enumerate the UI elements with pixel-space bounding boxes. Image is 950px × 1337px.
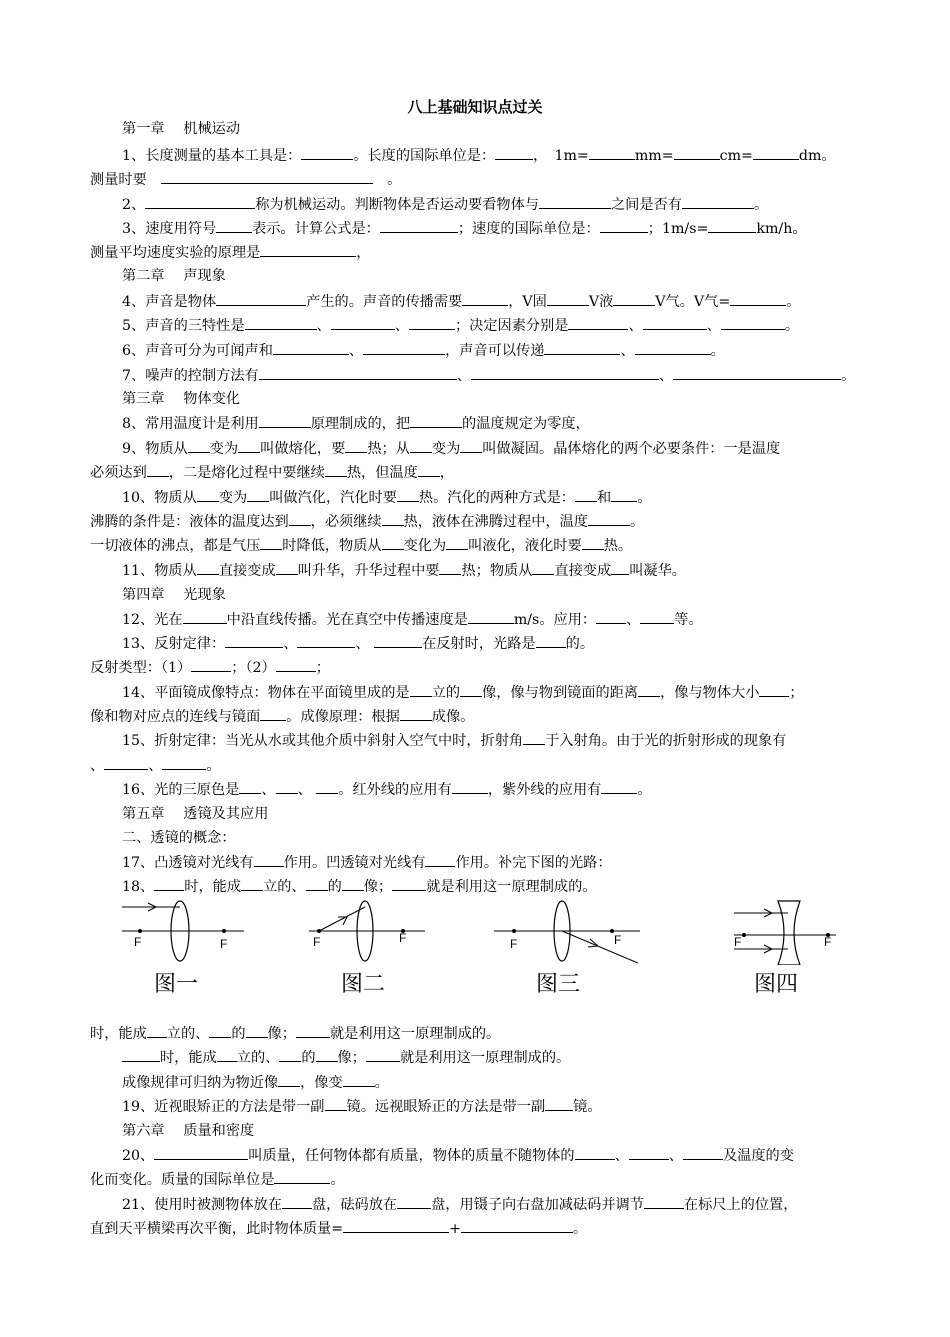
blank[interactable]: [276, 780, 298, 794]
blank[interactable]: [601, 780, 637, 794]
blank[interactable]: [197, 561, 219, 575]
blank[interactable]: [400, 707, 432, 721]
blank[interactable]: [122, 1048, 160, 1062]
question-14-cont: 像和物对应点的连线与镜面 。成像原理：根据 成像。: [90, 709, 475, 725]
blank[interactable]: [279, 1048, 301, 1062]
blank[interactable]: [161, 170, 373, 184]
blank[interactable]: [343, 1073, 375, 1087]
blank[interactable]: [259, 366, 457, 380]
blank[interactable]: [380, 219, 458, 233]
question-6: 6、声音可分为可闻声和 、 ，声音可以传递 、 。: [122, 343, 725, 359]
blank[interactable]: [273, 341, 349, 355]
question-3-cont: 测量平均速度实验的原理是 ，: [90, 245, 371, 261]
concave-lens-diagram: [728, 895, 840, 965]
blank[interactable]: [366, 1048, 400, 1062]
question-1-cont: 测量时要 。: [90, 172, 402, 188]
blank[interactable]: [343, 1219, 449, 1233]
question-13-cont: 反射类型：（1） ；（2） ；: [90, 660, 330, 676]
blank[interactable]: [246, 1024, 268, 1038]
blank[interactable]: [260, 707, 286, 721]
blank[interactable]: [759, 683, 789, 697]
question-4: 4、声音是物体 产生的。声音的传播需要 ，V固 V液 V气。V气= 。: [122, 294, 801, 310]
blank[interactable]: [191, 658, 231, 672]
question-19: 19、近视眼矫正的方法是带一副 镜。远视眼矫正的方法是带一副 镜。: [122, 1099, 602, 1115]
blank[interactable]: [282, 1195, 312, 1209]
blank[interactable]: [183, 610, 227, 624]
blank[interactable]: [410, 683, 432, 697]
blank[interactable]: [409, 316, 455, 330]
question-2: 2、 称为机械运动。判断物体是否运动要看物体与 之间是否有 。: [122, 197, 769, 213]
figure-1: [118, 895, 248, 1000]
blank[interactable]: [536, 634, 566, 648]
question-12: 12、光在 中沿直线传播。光在真空中传播速度是 m/s。应用： 、 等。: [122, 612, 703, 628]
figure-3: [490, 895, 650, 1000]
chapter-1-heading: 第一章 机械运动: [122, 121, 241, 137]
blank[interactable]: [425, 853, 455, 867]
blank[interactable]: [575, 488, 597, 502]
blank[interactable]: [582, 536, 604, 550]
question-9-cont: 必须达到 ，二是熔化过程中要继续 热，但温度 ，: [90, 465, 454, 481]
blank[interactable]: [596, 610, 626, 624]
question-15-cont: 、 、 。: [90, 758, 221, 774]
blank[interactable]: [225, 634, 283, 648]
blank[interactable]: [523, 731, 545, 745]
figure-2: [305, 895, 430, 1000]
blank[interactable]: [363, 341, 445, 355]
question-18-case-3: 时，能成 立的、 的 像； 就是利用这一原理制成的。: [122, 1048, 862, 1067]
question-3: 3、速度用符号 表示。计算公式是： ；速度的国际单位是： ；1m/s= km/h。: [122, 221, 807, 237]
blank[interactable]: [683, 1146, 723, 1160]
blank[interactable]: [544, 341, 620, 355]
blank[interactable]: [238, 439, 260, 453]
page-title: 八上基础知识点过关: [407, 98, 543, 116]
blank[interactable]: [753, 146, 799, 160]
question-10: 10、物质从 变为 叫做汽化，汽化时要 热。汽化的两种方式是： 和 。: [122, 490, 652, 506]
blank[interactable]: [397, 1195, 431, 1209]
blank[interactable]: [495, 146, 533, 160]
blank[interactable]: [460, 683, 482, 697]
blank[interactable]: [154, 1146, 248, 1160]
blank[interactable]: [325, 1097, 347, 1111]
focal-point-label: F: [220, 937, 228, 951]
blank[interactable]: [410, 439, 432, 453]
question-18-summary: 成像规律可归纳为物近像 ，像变 。: [122, 1075, 389, 1091]
blank[interactable]: [345, 439, 367, 453]
focal-point-label: F: [734, 935, 742, 949]
blank[interactable]: [640, 610, 674, 624]
blank[interactable]: [260, 536, 282, 550]
blank[interactable]: [446, 536, 468, 550]
chapter-5-heading: 第五章 透镜及其应用: [122, 806, 269, 822]
figure-caption: 图一: [154, 972, 199, 997]
blank[interactable]: [589, 146, 635, 160]
blank[interactable]: [461, 1219, 573, 1233]
blank[interactable]: [638, 683, 660, 697]
question-21: 21、使用时被测物体放在 盘，砝码放在 盘，用镊子向右盘加减砝码并调节 在标尺上的位置，: [122, 1197, 798, 1213]
blank[interactable]: [682, 195, 754, 209]
blank[interactable]: [392, 877, 426, 891]
blank[interactable]: [721, 316, 785, 330]
blank[interactable]: [643, 316, 707, 330]
blank[interactable]: [410, 414, 462, 428]
blank[interactable]: [188, 439, 210, 453]
question-10-liquefy: 一切液体的沸点，都是气压 时降低，物质从 变化为 叫液化，液化时要 热。: [90, 538, 633, 554]
blank[interactable]: [460, 439, 482, 453]
blank[interactable]: [301, 146, 353, 160]
chapter-2-heading: 第二章 声现象: [122, 268, 226, 284]
blank[interactable]: [296, 1024, 330, 1038]
blank[interactable]: [216, 219, 252, 233]
blank[interactable]: [259, 414, 311, 428]
focal-point-label: F: [510, 937, 518, 951]
blank[interactable]: [382, 512, 404, 526]
blank[interactable]: [471, 366, 659, 380]
blank[interactable]: [708, 219, 756, 233]
blank[interactable]: [382, 536, 404, 550]
focal-point-label: F: [399, 931, 407, 945]
focal-point-label: F: [614, 933, 622, 947]
blank[interactable]: [468, 610, 514, 624]
blank[interactable]: [462, 292, 508, 306]
question-15: 15、折射定律：当光从水或其他介质中斜射入空气中时，折射角 于入射角。由于光的折射形成的现象有: [122, 733, 787, 749]
blank[interactable]: [547, 292, 589, 306]
question-14: 14、平面镜成像特点：物体在平面镜里成的是 立的 像，像与物到镜面的距离 ，像与物体大小 ；: [122, 685, 804, 701]
chapter-3-heading: 第三章 物体变化: [122, 391, 241, 407]
blank[interactable]: [418, 463, 440, 477]
blank[interactable]: [568, 316, 628, 330]
convex-lens-diagram-2: [305, 895, 430, 965]
chapter-4-heading: 第四章 光现象: [122, 587, 226, 603]
blank[interactable]: [316, 780, 338, 794]
blank[interactable]: [289, 512, 311, 526]
blank[interactable]: [274, 1170, 330, 1184]
blank[interactable]: [452, 780, 488, 794]
question-17: 17、凸透镜对光线有 作用。凹透镜对光线有 作用。补完下图的光路：: [122, 855, 612, 871]
question-7: 7、噪声的控制方法有 、 、 。: [122, 368, 856, 384]
blank[interactable]: [217, 1048, 237, 1062]
focal-point-label: F: [313, 935, 321, 949]
blank[interactable]: [147, 1024, 167, 1038]
blank[interactable]: [239, 780, 261, 794]
blank[interactable]: [216, 292, 306, 306]
blank[interactable]: [611, 488, 637, 502]
question-13: 13、反射定律： 、 、 在反射时，光路是 的。: [122, 636, 595, 652]
blank[interactable]: [276, 658, 316, 672]
convex-lens-diagram-3: [490, 895, 650, 965]
question-16: 16、光的三原色是 、 、 。红外线的应用有 ，紫外线的应用有 。: [122, 782, 652, 798]
convex-lens-diagram-1: [118, 895, 248, 965]
figure-4: [728, 895, 840, 1000]
question-20: 20、 叫质量，任何物体都有质量，物体的质量不随物体的 、 、 及温度的变: [122, 1148, 794, 1164]
blank[interactable]: [439, 561, 461, 575]
blank[interactable]: [331, 316, 395, 330]
blank[interactable]: [730, 292, 786, 306]
blank[interactable]: [104, 756, 148, 770]
blank[interactable]: [644, 1195, 684, 1209]
blank[interactable]: [278, 1073, 300, 1087]
blank[interactable]: [397, 488, 419, 502]
blank[interactable]: [575, 1146, 615, 1160]
focal-point-label: F: [824, 935, 832, 949]
blank[interactable]: [611, 561, 629, 575]
question-11: 11、物质从 直接变成 叫升华，升华过程中要 热；物质从 直接变成 叫凝华。: [122, 563, 686, 579]
blank[interactable]: [197, 488, 219, 502]
blank[interactable]: [245, 316, 317, 330]
blank[interactable]: [635, 341, 711, 355]
figure-caption: 图四: [754, 972, 799, 997]
blank[interactable]: [254, 853, 284, 867]
blank[interactable]: [154, 877, 184, 891]
question-5: 5、声音的三特性是 、 、 ；决定因素分别是 、 、 。: [122, 318, 800, 334]
question-1: 1、长度测量的基本工具是： 。长度的国际单位是： ， 1m= mm= cm= dm。: [122, 148, 836, 164]
blank[interactable]: [306, 877, 328, 891]
blank[interactable]: [145, 195, 255, 209]
figure-caption: 图三: [536, 972, 581, 997]
blank[interactable]: [260, 243, 356, 257]
question-18-case-2: 时，能成 立的、 的 像； 就是利用这一原理制成的。: [90, 1026, 501, 1042]
blank[interactable]: [147, 463, 169, 477]
figure-caption: 图二: [341, 972, 386, 997]
blank[interactable]: [532, 561, 554, 575]
blank[interactable]: [325, 463, 347, 477]
focal-point-label: F: [134, 935, 142, 949]
blank[interactable]: [588, 512, 630, 526]
blank[interactable]: [629, 1146, 669, 1160]
question-9: 9、物质从 变为 叫做熔化，要 热；从 变为 叫做凝固。晶体熔化的两个必要条件：一是温度: [122, 441, 781, 457]
blank[interactable]: [247, 488, 269, 502]
blank[interactable]: [297, 634, 355, 648]
blank[interactable]: [316, 1048, 338, 1062]
question-20-cont: 化而变化。质量的国际单位是 。: [90, 1172, 345, 1188]
blank[interactable]: [342, 877, 364, 891]
blank[interactable]: [674, 146, 720, 160]
blank[interactable]: [613, 292, 655, 306]
question-18: 18、 时，能成 立的、 的 像； 就是利用这一原理制成的。: [122, 879, 597, 895]
question-8: 8、常用温度计是利用 原理制成的，把 的温度规定为零度，: [122, 416, 590, 432]
chapter-6-heading: 第六章 质量和密度: [122, 1123, 255, 1139]
section-lens-concept: 二、透镜的概念：: [122, 830, 236, 846]
blank[interactable]: [162, 756, 206, 770]
blank[interactable]: [600, 219, 648, 233]
blank[interactable]: [673, 366, 841, 380]
blank[interactable]: [374, 634, 422, 648]
question-21-cont: 直到天平横梁再次平衡，此时物体质量= + 。: [90, 1221, 588, 1237]
blank[interactable]: [209, 1024, 231, 1038]
blank[interactable]: [241, 877, 263, 891]
blank[interactable]: [545, 1097, 573, 1111]
blank[interactable]: [276, 561, 298, 575]
blank[interactable]: [539, 195, 611, 209]
question-10-boiling: 沸腾的条件是：液体的温度达到 ，必须继续 热，液体在沸腾过程中，温度 。: [90, 514, 645, 530]
